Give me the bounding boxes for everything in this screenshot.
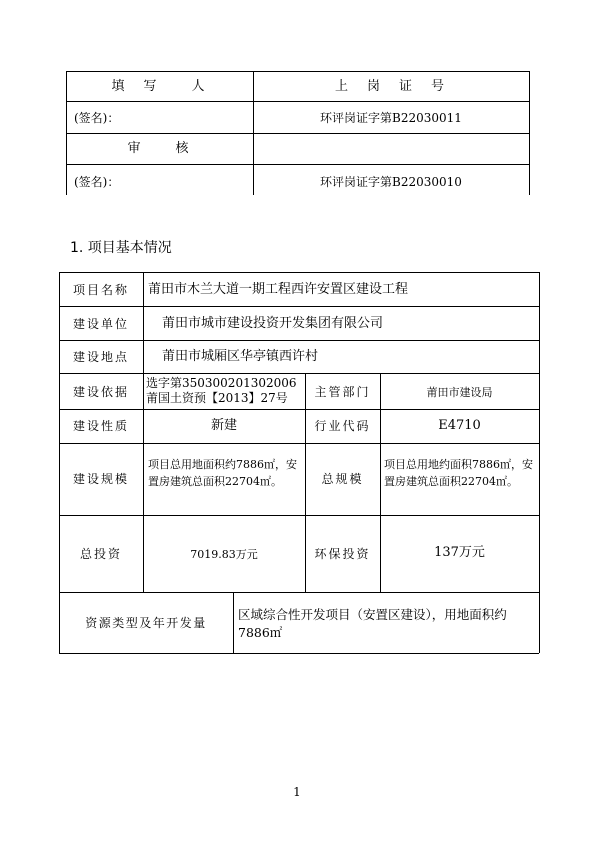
basis-line-2: 莆国土资预【2013】27号 bbox=[146, 391, 288, 405]
cert-number-filler: 环评岗证字第B22030011 bbox=[320, 111, 462, 125]
location-value: 莆田市城厢区华亭镇西许村 bbox=[162, 349, 319, 364]
project-name-label: 项目名称 bbox=[72, 283, 129, 297]
authority-value: 莆田市建设局 bbox=[426, 386, 493, 399]
section-title: 1. 项目基本情况 bbox=[70, 240, 172, 256]
cert-header: 上 岗 证 号 bbox=[334, 79, 447, 94]
page-number: 1 bbox=[293, 785, 301, 799]
filler-header: 填 写 人 bbox=[111, 79, 208, 94]
sign-label-reviewer: (签名)： bbox=[74, 175, 120, 189]
industry-code-label: 行业代码 bbox=[314, 419, 371, 433]
location-label: 建设地点 bbox=[72, 350, 129, 364]
env-investment-label: 环保投资 bbox=[314, 547, 371, 561]
authority-label: 主管部门 bbox=[314, 385, 371, 399]
scale-label: 建设规模 bbox=[72, 472, 129, 486]
project-name-value: 莆田市木兰大道一期工程西许安置区建设工程 bbox=[148, 282, 409, 297]
sign-label-filler: (签名)： bbox=[74, 111, 120, 125]
env-investment-value: 137万元 bbox=[434, 545, 485, 560]
scale-value: 项目总用地面积约7886㎡，安置房建筑总面积22704㎡。 bbox=[148, 458, 297, 488]
investment-value: 7019.83万元 bbox=[190, 548, 258, 561]
total-scale-label: 总规模 bbox=[321, 472, 364, 486]
resource-value: 区域综合性开发项目（安置区建设），用地面积约7886㎡ bbox=[238, 607, 507, 640]
nature-label: 建设性质 bbox=[72, 419, 129, 433]
cert-number-reviewer: 环评岗证字第B22030010 bbox=[320, 175, 462, 189]
industry-code-value: E4710 bbox=[438, 418, 481, 433]
reviewer-header: 审 核 bbox=[127, 141, 192, 156]
builder-label: 建设单位 bbox=[72, 317, 129, 331]
nature-value: 新建 bbox=[210, 418, 237, 433]
basis-label: 建设依据 bbox=[72, 385, 129, 399]
builder-value: 莆田市城市建设投资开发集团有限公司 bbox=[162, 316, 384, 331]
investment-label: 总投资 bbox=[79, 547, 122, 561]
basis-line-1: 选字第350300201302006 bbox=[146, 376, 297, 390]
total-scale-value: 项目总用地约面积7886㎡，安置房建筑总面积22704㎡。 bbox=[384, 458, 533, 488]
resource-label: 资源类型及年开发量 bbox=[85, 616, 207, 630]
